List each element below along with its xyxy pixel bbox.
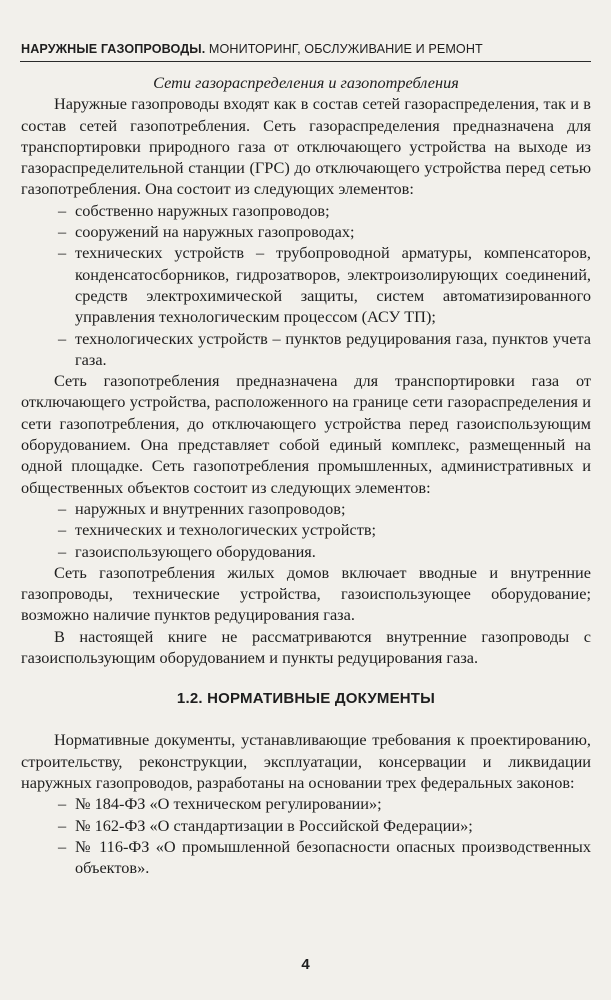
running-header: [21, 42, 591, 56]
running-header-bold: НАРУЖНЫЕ ГАЗОПРОВОДЫ.: [21, 42, 206, 56]
running-header-rest: МОНИТОРИНГ, ОБСЛУЖИВАНИЕ И РЕМОНТ: [205, 42, 483, 56]
list-dash: –: [58, 498, 67, 518]
list-item: [21, 242, 591, 327]
list-item: [21, 793, 591, 814]
paragraph-residential-network: Сеть газопотребления жилых домов включает вводные и внутренние газопроводы, технические устройства, газоиспользующее оборудование; возможно наличие пунктов редуцирования газа.: [21, 562, 591, 625]
list-dash: –: [58, 328, 67, 348]
list-distribution-elements: [21, 200, 591, 370]
list-item: [21, 815, 591, 836]
list-dash: –: [58, 541, 67, 561]
list-dash: –: [58, 794, 67, 814]
header-divider: [20, 61, 591, 62]
list-dash: –: [58, 815, 67, 835]
list-dash: –: [58, 836, 67, 856]
list-dash: –: [58, 222, 67, 242]
paragraph-distribution-network: Наружные газопроводы входят как в состав сетей газораспределения, так и в состав сетей газопотребления. Сеть газораспределения предназначена для транспортировки природного газа от отключающего устройства на выходе из газораспределительной станции (ГРС) до отключающего устройства перед сетью газопотребления. Она состоит из следующих элементов:: [21, 94, 591, 199]
list-item-text: технических и технологических устройств;: [75, 520, 377, 540]
list-item: [21, 836, 591, 879]
list-item: [21, 541, 591, 562]
list-item-text: собственно наружных газопроводов;: [75, 200, 330, 220]
list-item-text: сооружений на наружных газопроводах;: [75, 222, 355, 242]
list-item: [21, 498, 591, 519]
list-item: [21, 200, 591, 221]
list-item: [21, 328, 591, 371]
section-title: 1.2. НОРМАТИВНЫЕ ДОКУМЕНТЫ: [176, 690, 436, 708]
paragraph-normative-documents: Нормативные документы, устанавливающие требования к проектированию, строительству, реконструкции, эксплуатации, консервации и ликвидации наружных газопроводов, разработаны на основании трех федеральных законов:: [21, 730, 591, 792]
list-item-text: газоиспользующего оборудования.: [75, 541, 316, 561]
body-text: [21, 72, 591, 878]
list-item: [21, 221, 591, 242]
list-item-text: № 162-ФЗ «О стандартизации в Российской Федерации»;: [75, 815, 473, 835]
list-item-text: технологических устройств – пунктов редуцирования газа, пунктов учета газа.: [75, 328, 591, 369]
list-item-text: № 116-ФЗ «О промышленной безопасности опасных производственных объектов».: [75, 836, 591, 878]
list-federal-laws: [21, 793, 591, 878]
list-item: [21, 519, 591, 540]
subsection-title: Сети газораспределения и газопотребления: [153, 73, 459, 92]
list-consumption-elements: [21, 498, 591, 562]
page-number: 4: [301, 956, 310, 973]
paragraph-scope-note: В настоящей книге не рассматриваются внутренние газопроводы с газоиспользующим оборудованием и пункты редуцирования газа.: [21, 626, 591, 668]
list-item-text: технических устройств – трубопроводной арматуры, компенсаторов, конденсатосборников, гидрозатворов, электроизолирующих соединений, средств электрохимической защиты, систем автоматизированного управления технологическим процессом (АСУ ТП);: [75, 243, 591, 327]
paragraph-consumption-network: Сеть газопотребления предназначена для транспортировки газа от отключающего устройства, расположенного на границе сети газораспределения и сети газопотребления, до отключающего устройства перед газоиспользующим оборудованием. Она представляет собой единый комплекс, размещенный на одной площадке. Сеть газопотребления промышленных, административных и общественных объектов состоит из следующих элементов:: [21, 371, 591, 497]
list-dash: –: [58, 200, 67, 220]
list-item-text: № 184-ФЗ «О техническом регулировании»;: [75, 794, 382, 814]
list-dash: –: [58, 243, 67, 263]
list-item-text: наружных и внутренних газопроводов;: [75, 498, 346, 518]
list-dash: –: [58, 520, 67, 540]
